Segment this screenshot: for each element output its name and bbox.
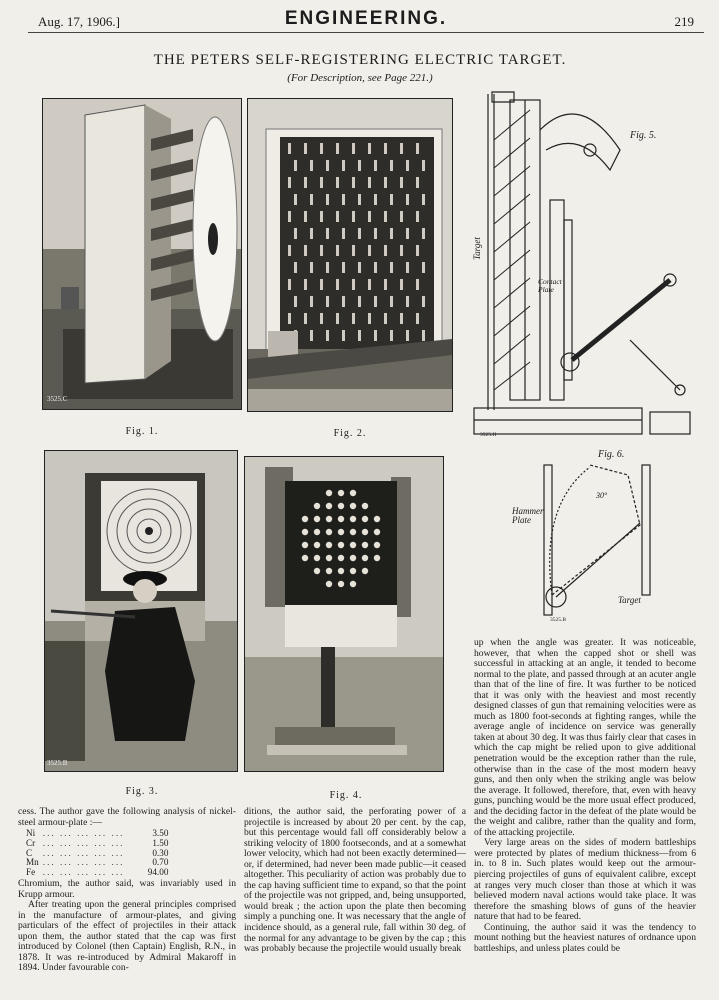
col3-paragraph-3: Continuing, the author said it was the tendency to mount nothing but the heaviest natures of ordnance upon battleships, and unless plates could be (474, 921, 696, 954)
fig1-caption: Fig. 1. (125, 426, 159, 437)
element-percent: 1.50 (152, 837, 169, 848)
element-percent: 3.50 (152, 828, 169, 839)
element-percent: 94.00 (147, 867, 169, 878)
fig5-plate-number: 3525.H (480, 432, 497, 438)
fig4-caption: Fig. 4. (329, 790, 363, 801)
armour-plate-analysis-table (24, 829, 170, 878)
fig3-caption: Fig. 3. (125, 786, 159, 797)
fig3-photo (44, 450, 238, 772)
fig6-angle-label: 30° (596, 491, 608, 500)
fig5-label: Fig. 5. (630, 130, 657, 141)
table-row: Cr ... ... ... ... ... 1.50 (26, 837, 169, 848)
header-page-number: 219 (674, 14, 694, 29)
fig6-target-label: Target (618, 595, 641, 605)
table-row: Fe ... ... ... ... ... 94.00 (26, 867, 169, 878)
fig6-label: Fig. 6. (598, 449, 625, 460)
fig4-photo (244, 456, 444, 772)
fig2-caption: Fig. 2. (333, 428, 367, 439)
element-symbol: Ni (26, 828, 36, 839)
fig3-marksman-target-image (45, 451, 237, 771)
fig5-contact-plate-label: Contact Plate (538, 277, 562, 294)
fig6-hammer-plate-label: Hammer Plate (512, 506, 544, 525)
fig2-perforated-plate-image (248, 99, 452, 411)
fig6-plate-number: 3525.B (550, 617, 567, 623)
element-percent: 0.70 (152, 857, 169, 868)
column-1 (18, 807, 236, 974)
table-row: Ni ... ... ... ... ... 3.50 (26, 828, 169, 839)
element-percent: 0.30 (152, 847, 169, 858)
fig5-target-label: Target (472, 237, 482, 260)
running-header (28, 6, 704, 33)
col3-paragraph-2: Very large areas on the sides of modern battleships were protected by plates of medium thickness—from 6 in. to 8 in. Such plates would keep out the armour-piercing projectiles of guns of equivalent calibre, except at ranges very much closer than those at which it was believed modern naval actions would take place. It was therefore the smashing blows of guns of the heavier nature that had to be feared. (474, 837, 696, 923)
header-date: Aug. 17, 1906.] (38, 14, 120, 29)
fig2-photo (247, 98, 453, 412)
element-symbol: C (26, 847, 33, 858)
col3-paragraph-1: up when the angle was greater. It was noticeable, however, that when the capped shot or shell was successful in attacking at an angle, it tended to become normal to the plate, and passed through at an acuter angle than that of the line of fire. It was further to be noticed that it was only with the heaviest and most recently designed classes of gun that remaining velocities were as much as 1800 foot-seconds at fighting ranges, while the average angle of incidence on service was generally taken at about 30 deg. It was thus fairly clear that cases in which the cap might be relied upon to give additional penetration would be the exception rather than the rule, otherwise than in the case of the most modern heavy guns, and then only when the striking angle was below the average. It followed, therefore, that, even with heavy guns, punching would be the more usual effect produced, and the deciding factor in the defeat of the plate would be the weight and calibre, rather than the quality and form, of the attacking projectile. (474, 637, 696, 838)
fig6-hammer-plate-diagram (500, 445, 680, 625)
fig4-electric-board-image (245, 457, 443, 771)
fig3-plate-number: 3525.B (47, 759, 68, 767)
col2-paragraph-1: ditions, the author said, the perforating power of a projectile is increased by about 20 per cent. by the cap, but this percentage would fall off considerably below a striking velocity of 1800 footseconds, and at a somewhat lower velocity, which had not been exactly determined—or, if determined, had never been made public—it ceased altogether. This peculiarity of action was probably due to the cap having sufficient time to expand, so that the point of the projectile was not gripped, and, being unsupported, would break ; the action upon the plate then becoming simply a punching one. It was necessary that the angle of incidence should, as a general rule, fall within 30 deg. of the normal for any advantage to be given by the cap ; this was probably because the projectile would usually break (244, 806, 466, 955)
fig6-drawing (500, 445, 680, 625)
fig5-drawing (470, 90, 702, 440)
col1-paragraph-2: Chromium, the author said, was invariably used in Krupp armour. (18, 878, 236, 900)
fig1-photo (42, 98, 242, 410)
fig1-target-machine-image (43, 99, 241, 409)
col1-paragraph-1: cess. The author gave the following analysis of nickel-steel armour-plate :— (18, 806, 236, 828)
element-symbol: Fe (26, 867, 36, 878)
table-row: Mn ... ... ... ... ... 0.70 (26, 857, 169, 868)
col1-paragraph-3: After treating upon the general principles comprised in the manufacture of armour-plates, and giving particulars of the effect of projectiles in their attack upon them, the author stated that the cap was first introduced by Colonel (then Captain) English, R.N., in 1878. It was re-introduced by Admiral Makaroff in 1894. Under favourable con- (18, 899, 236, 974)
fig5-mechanism-diagram (470, 90, 702, 440)
header-journal: ENGINEERING. (284, 8, 448, 29)
fig1-plate-number: 3525.C (47, 395, 68, 403)
article-title: THE PETERS SELF-REGISTERING ELECTRIC TARGET. (153, 52, 567, 68)
article-subtitle: (For Description, see Page 221.) (287, 72, 433, 84)
element-symbol: Cr (26, 837, 36, 848)
column-3 (474, 638, 696, 954)
column-2 (244, 807, 466, 955)
table-row: C ... ... ... ... ... 0.30 (26, 847, 169, 858)
element-symbol: Mn (26, 857, 39, 868)
